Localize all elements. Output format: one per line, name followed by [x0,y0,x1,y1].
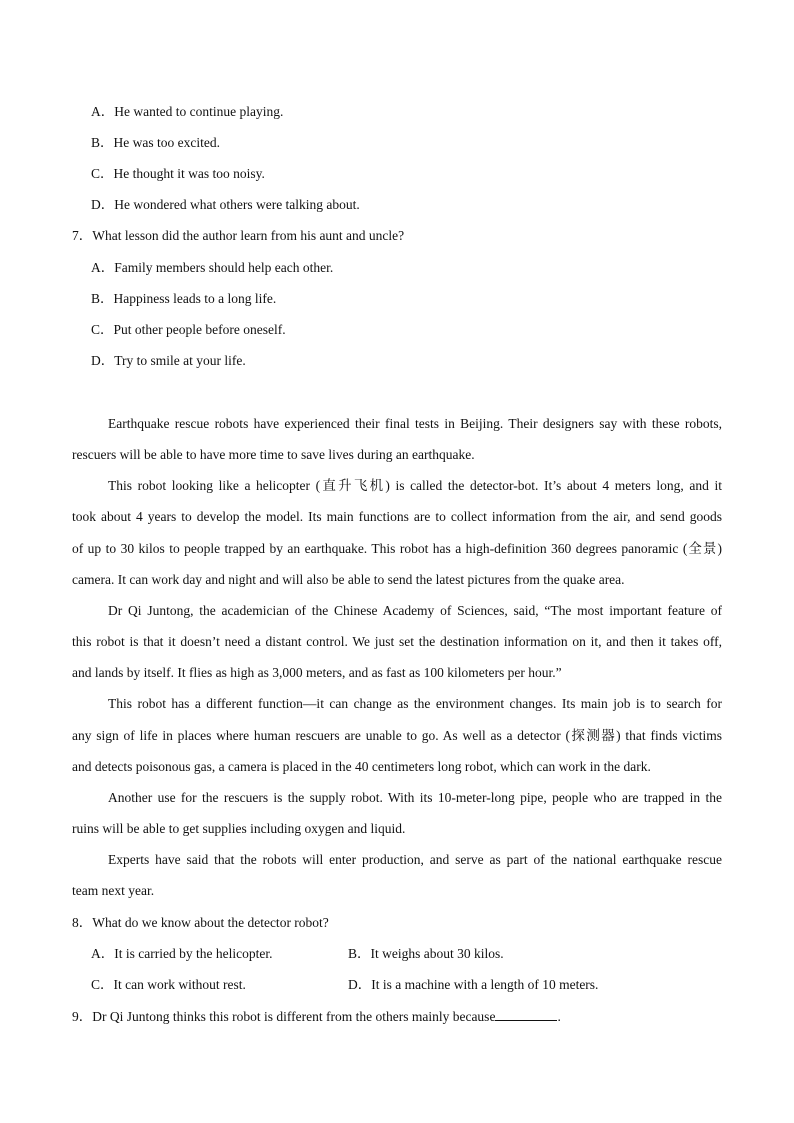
passage-line: team next year. [72,883,155,898]
q9-end: . [557,1009,561,1024]
passage-line: This robot looking like a helicopter (直升飞机) is called the detector-bot. It’s about 4 meters long, and it [108,478,722,493]
passage-line: This robot has a different function—it can change as the environment changes. Its main job is to search for [108,696,722,711]
q7-option-b: B．Happiness leads to a long life. [91,291,277,306]
passage-line: of up to 30 kilos to people trapped by an earthquake. This robot has a high-definition 360 degrees panoramic (全景) [72,541,722,556]
q8-option-c: C．It can work without rest. [91,977,246,992]
passage-line: this robot is that it doesn’t need a distant control. We just set the destination information on it, and then it takes off, [72,634,722,649]
passage-line: camera. It can work day and night and will also be able to send the latest pictures from the quake area. [72,572,625,587]
passage-line: Experts have said that the robots will enter production, and serve as part of the national earthquake rescue [108,852,722,867]
q8-option-a: A．It is carried by the helicopter. [91,946,273,961]
q8-option-d: D．It is a machine with a length of 10 meters. [348,977,599,992]
q8-stem: 8．What do we know about the detector robot? [72,915,329,930]
q6-option-d: D．He wondered what others were talking about. [91,197,360,212]
q7-stem: 7．What lesson did the author learn from his aunt and uncle? [72,228,405,243]
q6-option-b: B．He was too excited. [91,135,220,150]
passage-line: any sign of life in places where human rescuers are unable to go. As well as a detector (探测器) that finds victims [72,728,722,743]
passage-line: Earthquake rescue robots have experienced their final tests in Beijing. Their designers say with these robots, [108,416,722,431]
q6-option-a: A．He wanted to continue playing. [91,104,284,119]
passage-line: rescuers will be able to have more time to save lives during an earthquake. [72,447,475,462]
q6-option-c: C．He thought it was too noisy. [91,166,265,181]
q9-stem: 9．Dr Qi Juntong thinks this robot is different from the others mainly because [72,1009,496,1024]
passage-line: ruins will be able to get supplies including oxygen and liquid. [72,821,406,836]
answer-blank[interactable] [495,1007,557,1021]
q7-option-a: A．Family members should help each other. [91,260,334,275]
q8-option-b: B．It weighs about 30 kilos. [348,946,504,961]
q7-option-d: D．Try to smile at your life. [91,353,246,368]
passage-line: took about 4 years to develop the model. Its main functions are to collect information from the air, and send goods [72,509,722,524]
passage-line: Another use for the rescuers is the supply robot. With its 10-meter-long pipe, people who are trapped in the [108,790,722,805]
passage-line: Dr Qi Juntong, the academician of the Chinese Academy of Sciences, said, “The most important feature of [108,603,722,618]
passage-line: and lands by itself. It flies as high as 3,000 meters, and as fast as 100 kilometers per hour.” [72,665,562,680]
q9-stem-line [72,1007,561,1027]
passage-line: and detects poisonous gas, a camera is placed in the 40 centimeters long robot, which can work in the dark. [72,759,651,774]
q7-option-c: C．Put other people before oneself. [91,322,286,337]
